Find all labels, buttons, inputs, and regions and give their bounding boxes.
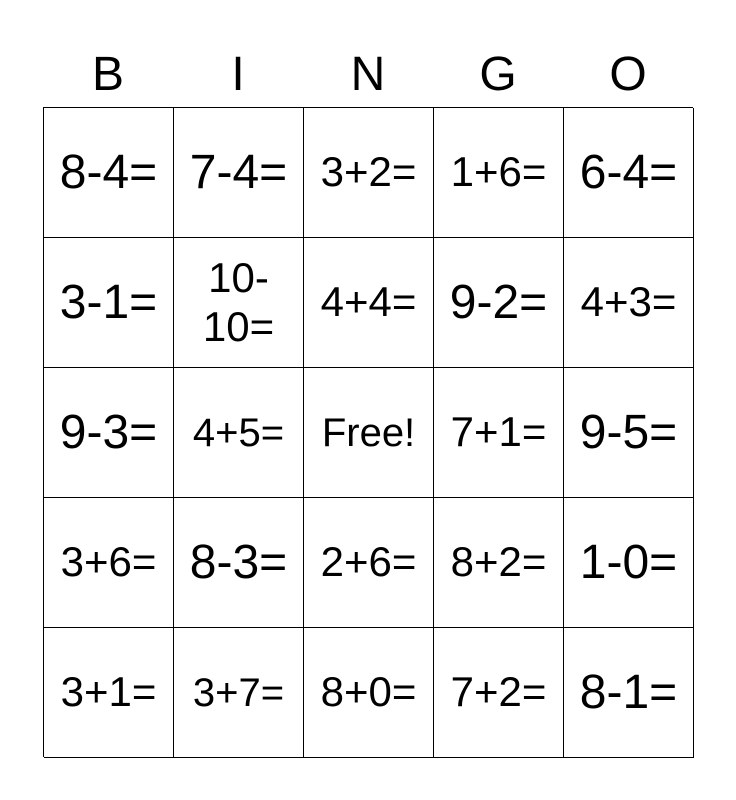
header-letter-i: I — [231, 48, 245, 101]
bingo-cell-text: 8-1= — [579, 665, 678, 719]
header-letter-o: O — [609, 48, 647, 101]
bingo-cell-text: 7+1= — [450, 408, 547, 456]
header-letter-g: G — [479, 48, 517, 101]
bingo-cell-text: Free! — [321, 410, 416, 455]
bingo-cell-text: 8+0= — [320, 668, 417, 716]
bingo-cell[interactable] — [564, 108, 694, 238]
bingo-cell[interactable] — [44, 368, 174, 498]
bingo-cell-text: 4+3= — [580, 278, 677, 326]
bingo-cell-text: 1-0= — [579, 535, 678, 589]
bingo-cell-text: 2+6= — [320, 538, 417, 586]
bingo-cell-text: 3+7= — [192, 670, 285, 715]
bingo-cell-text: 8-3= — [189, 535, 288, 589]
bingo-cell-text: 4+5= — [192, 410, 285, 455]
bingo-cell-text: 3-1= — [59, 275, 158, 329]
bingo-cell-text: 10- 10= — [202, 254, 275, 350]
bingo-cell[interactable] — [174, 108, 304, 238]
bingo-cell-text: 8-4= — [59, 145, 158, 199]
bingo-cell[interactable] — [304, 108, 434, 238]
bingo-card-grid — [43, 107, 693, 757]
bingo-cell[interactable] — [434, 238, 564, 368]
bingo-cell-text: 9-2= — [449, 275, 548, 329]
bingo-cell[interactable] — [304, 628, 434, 758]
bingo-cell[interactable] — [304, 238, 434, 368]
bingo-cell-text: 6-4= — [579, 145, 678, 199]
bingo-cell[interactable] — [434, 628, 564, 758]
bingo-cell-text: 7-4= — [189, 145, 288, 199]
bingo-cell[interactable] — [174, 238, 304, 368]
bingo-cell[interactable] — [564, 238, 694, 368]
bingo-cell-text: 1+6= — [450, 148, 547, 196]
bingo-cell-text: 7+2= — [450, 668, 547, 716]
bingo-cell[interactable] — [44, 238, 174, 368]
bingo-cell[interactable] — [564, 498, 694, 628]
bingo-cell-text: 3+1= — [60, 668, 157, 716]
bingo-cell[interactable] — [304, 368, 434, 498]
bingo-cell[interactable] — [304, 498, 434, 628]
bingo-cell[interactable] — [174, 628, 304, 758]
bingo-cell-text: 3+6= — [60, 538, 157, 586]
bingo-cell[interactable] — [434, 368, 564, 498]
bingo-cell[interactable] — [564, 368, 694, 498]
bingo-cell-text: 9-3= — [59, 405, 158, 459]
bingo-cell[interactable] — [174, 498, 304, 628]
header-letter-b: B — [91, 48, 124, 101]
bingo-cell-text: 8+2= — [450, 538, 547, 586]
bingo-cell[interactable] — [44, 628, 174, 758]
bingo-header — [43, 50, 693, 106]
bingo-cell[interactable] — [434, 108, 564, 238]
bingo-cell[interactable] — [564, 628, 694, 758]
bingo-cell-text: 3+2= — [320, 148, 417, 196]
bingo-cell[interactable] — [44, 108, 174, 238]
header-letter-n: N — [350, 48, 386, 101]
bingo-cell-text: 9-5= — [579, 405, 678, 459]
bingo-cell[interactable] — [44, 498, 174, 628]
bingo-cell-text: 4+4= — [320, 278, 417, 326]
bingo-cell[interactable] — [174, 368, 304, 498]
bingo-cell[interactable] — [434, 498, 564, 628]
